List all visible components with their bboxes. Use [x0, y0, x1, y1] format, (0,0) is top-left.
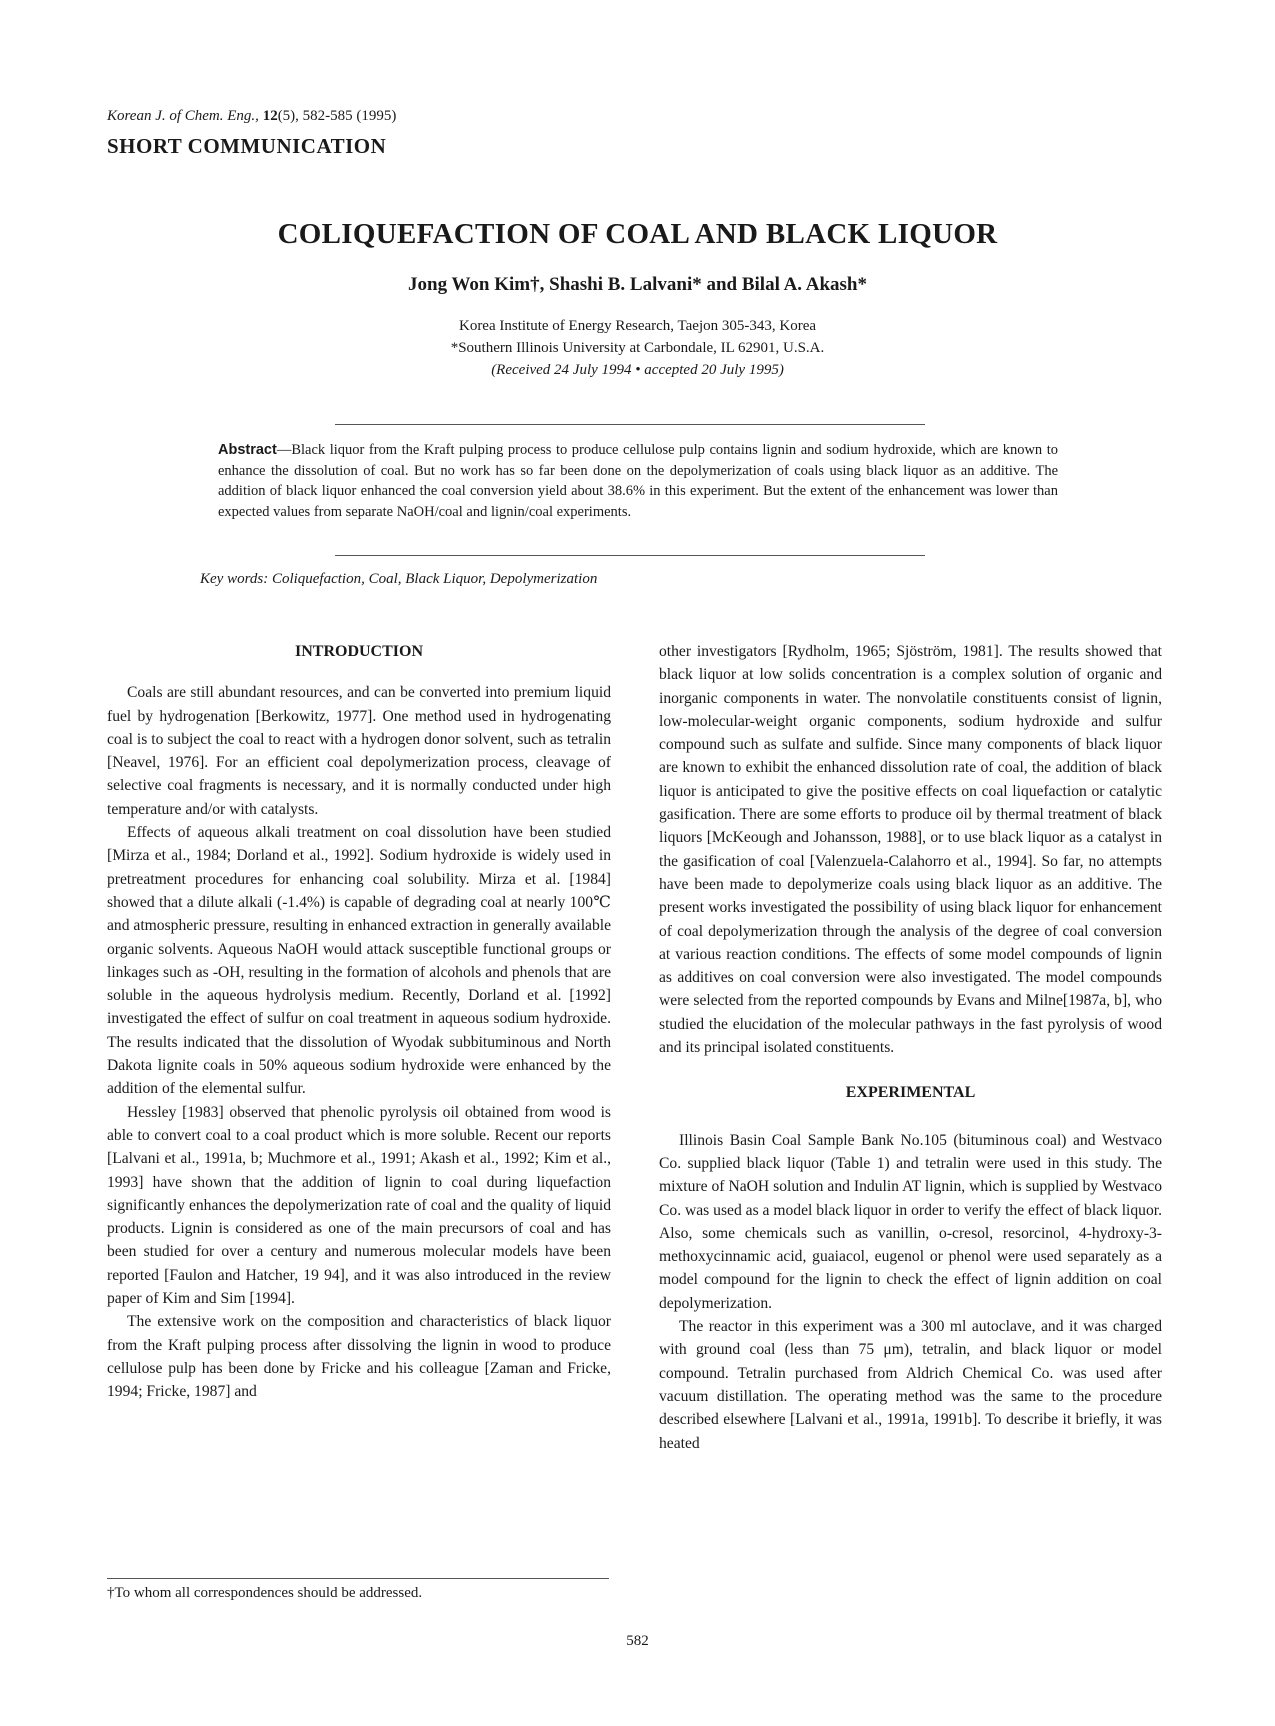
- intro-paragraph: Effects of aqueous alkali treatment on coal dissolution have been studied [Mirza et al., 1984; Dorland et al., 1992]. Sodium hydroxide is widely used in pretreatment procedures for enhancing coal solubility. Mirza et al. [1984] showed that a dilute alkali (-1.4%) is capable of degrading coal at nearly 100℃ and atmospheric pressure, resulting in enhanced extraction in generally available organic solvents. Aqueous NaOH would attack susceptible functional groups or linkages such as -OH, resulting in the formation of alcohols and phenols that are soluble in the aqueous hydrolysis medium. Recently, Dorland et al. [1992] investigated the effect of sulfur on coal treatment in aqueous sodium hydroxide. The results indicated that the dissolution of Wyodak subbituminous and North Dakota lignite coals in 50% aqueous sodium hydroxide were enhanced by the addition of the elemental sulfur.: [107, 824, 612, 1098]
- abstract-text: —Black liquor from the Kraft pulping process to produce cellulose pulp contains lignin and sodium hydroxide, which are known to enhance the dissolution of coal. But no work has so far been done on the depolymerization of coals using black liquor as an additive. The addition of black liquor enhanced the coal conversion yield about 38.6% in this experiment. But the extent of the enhancement was lower than expected values from separate NaOH/coal and lignin/coal experiments.: [218, 442, 1058, 520]
- experimental-paragraph: Illinois Basin Coal Sample Bank No.105 (bituminous coal) and Westvaco Co. supplied black liquor (Table 1) and tetralin were used in this study. The mixture of NaOH solution and Indulin AT lignin, which is supplied by Westvaco Co. was used as a model black liquor in order to verify the effect of black liquor. Also, some chemicals such as vanillin, o-cresol, resorcinol, 4-hydroxy-3-methoxycinnamic acid, guaiacol, eugenol or phenol were used separately as a model compound for the lignin to check the effect of lignin addition on coal depolymerization.: [659, 1131, 1162, 1312]
- abstract: [218, 440, 1058, 522]
- left-column: [107, 640, 611, 1404]
- footnote-rule: [107, 1578, 609, 1579]
- article-title: COLIQUEFACTION OF COAL AND BLACK LIQUOR: [277, 218, 998, 250]
- intro-continuation-paragraph: other investigators [Rydholm, 1965; Sjöström, 1981]. The results showed that black liquor at low solids concentration is a complex solution of organic and inorganic components in water. The nonvolatile constituents consist of lignin, low-molecular-weight organic components, sodium hydroxide and sulfur compound such as sulfate and sulfide. Since many components of black liquor are known to exhibit the enhanced dissolution rate of coal, the addition of black liquor is anticipated to give the positive effects on coal liquefaction or catalytic gasification. There are some efforts to produce oil by thermal treatment of black liquors [McKeough and Johansson, 1988], or to use black liquor as a catalyst in the gasification of coal [Valenzuela-Calahorro et al., 1994]. So far, no attempts have been made to depolymerize coals using black liquor as an additive. The present works investigated the possibility of using black liquor for enhancement of coal depolymerization through the analysis of the degree of coal conversion at various reaction conditions. The effects of some model compounds of lignin as additives on coal conversion were also investigated. The model compounds were selected from the reported compounds by Evans and Milne[1987a, b], who studied the elucidation of the molecular pathways in the fast pyrolysis of wood and its principal isolated constituents.: [659, 643, 1162, 1057]
- footnote: †To whom all correspondences should be addressed.: [107, 1585, 423, 1601]
- right-column: [659, 640, 1162, 1455]
- introduction-heading: INTRODUCTION: [294, 643, 423, 660]
- journal-volume: 12: [262, 108, 278, 124]
- page-number: 582: [626, 1633, 649, 1649]
- abstract-top-rule: [335, 424, 925, 425]
- journal-name: Korean J. of Chem. Eng.,: [107, 108, 259, 124]
- keywords: Key words: Coliquefaction, Coal, Black Liquor, Depolymerization: [200, 571, 598, 587]
- article-authors: Jong Won Kim†, Shashi B. Lalvani* and Bilal A. Akash*: [408, 274, 867, 295]
- affiliation-1: Korea Institute of Energy Research, Taejon 305-343, Korea: [458, 318, 817, 334]
- experimental-paragraph: The reactor in this experiment was a 300 ml autoclave, and it was charged with ground coal (less than 75 μm), tetralin, and black liquor or model compound. Tetralin purchased from Aldrich Chemical Co. was used after vacuum distillation. The operating method was the same to the procedure described elsewhere [Lalvani et al., 1991a, 1991b]. To describe it briefly, it was heated: [659, 1318, 1162, 1452]
- received-dates: (Received 24 July 1994 • accepted 20 July 1995): [491, 362, 784, 378]
- intro-paragraph: Coals are still abundant resources, and can be converted into premium liquid fuel by hydrogenation [Berkowitz, 1977]. One method used in hydrogenating coal is to subject the coal to react with a hydrogen donor solvent, such as tetralin [Neavel, 1976]. For an efficient coal depolymerization process, cleavage of selective coal fragments is necessary, and it is normally conducted under high temperature and/or with catalysts.: [107, 684, 611, 818]
- journal-citation: [107, 108, 396, 125]
- abstract-label: Abstract: [218, 442, 277, 458]
- journal-issue-pages: (5), 582-585 (1995): [277, 108, 397, 124]
- intro-paragraph: The extensive work on the composition and characteristics of black liquor from the Kraft pulping process after dissolving the lignin in wood to produce cellulose pulp has been done by Fricke and his colleague [Zaman and Fricke, 1994; Fricke, 1987] and: [107, 1313, 611, 1401]
- section-type: SHORT COMMUNICATION: [107, 134, 387, 158]
- intro-paragraph: Hessley [1983] observed that phenolic pyrolysis oil obtained from wood is able to convert coal to a coal product which is more soluble. Recent our reports [Lalvani et al., 1991a, b; Muchmore et al., 1991; Akash et al., 1992; Kim et al., 1993] have shown that the addition of lignin to coal during liquefaction significantly enhances the depolymerization rate of coal and the quality of liquid products. Lignin is considered as one of the main precursors of coal and has been studied for over a century and numerous molecular models have been reported [Faulon and Hatcher, 19 94], and it was also introduced in the review paper of Kim and Sim [1994].: [107, 1103, 611, 1308]
- abstract-bottom-rule: [335, 555, 925, 556]
- affiliation-2: *Southern Illinois University at Carbondale, IL 62901, U.S.A.: [450, 340, 825, 356]
- experimental-heading: EXPERIMENTAL: [845, 1084, 976, 1102]
